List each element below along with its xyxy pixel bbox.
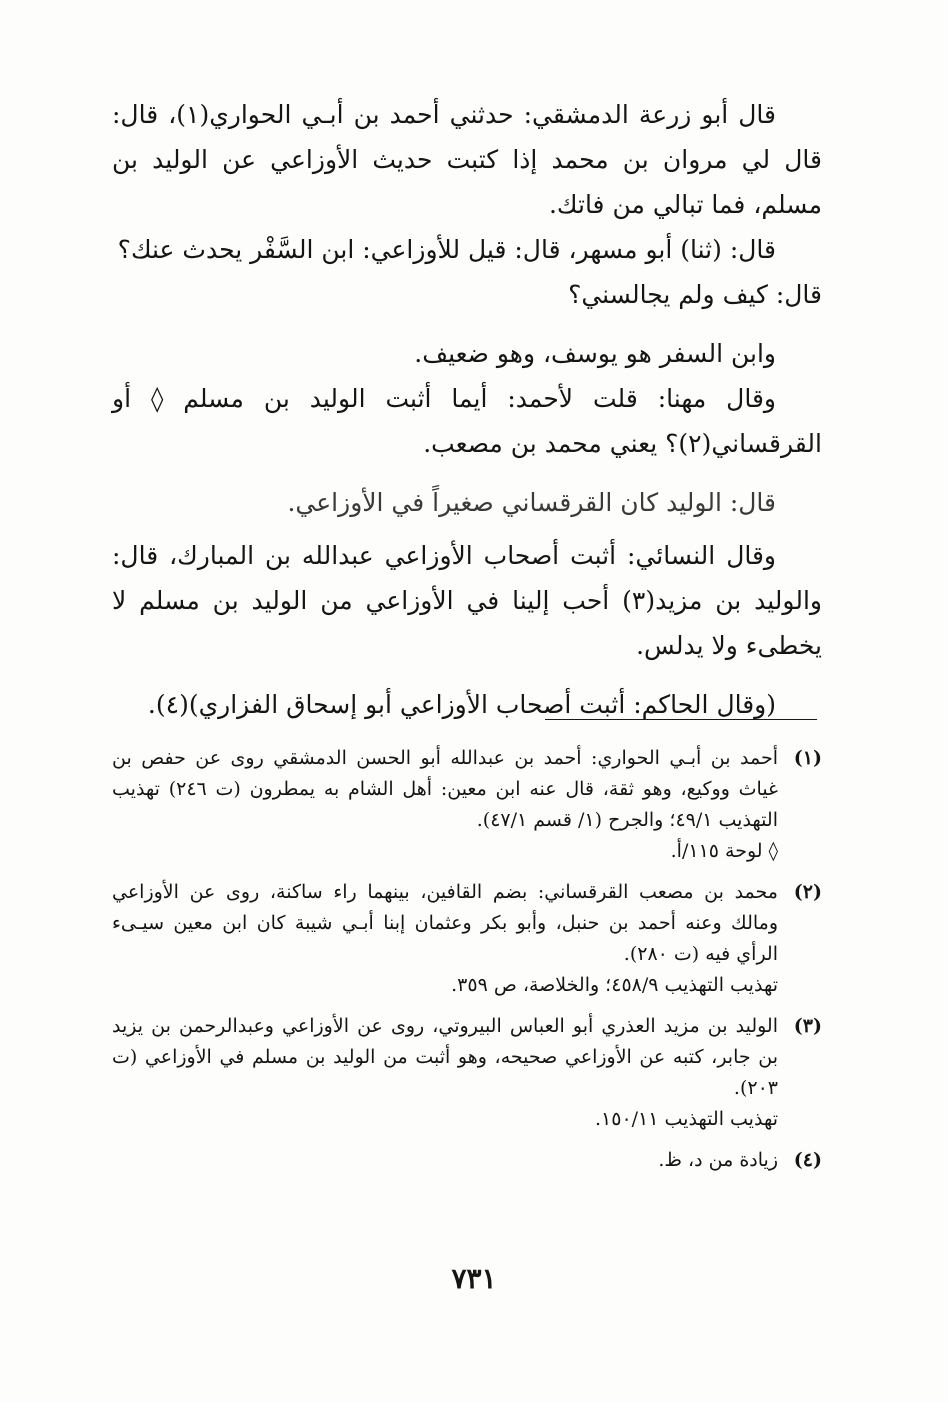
footnote-4 [112,1145,822,1176]
footnote-1 [112,743,822,867]
footnote-text: أحمد بن أبـي الحواري: أحمد بن عبدالله أبو الحسن الدمشقي روى عن حفص بن غياث ووكيع، وهو ثقة، قال عنه ابن معين: أهل الشام به يمطرون (ت ٢٤٦) تهذيب التهذيب ٤٩/١؛ والجرح (١/ قسم ٤٧/١). [112,747,778,831]
paragraph-reply: قال: كيف ولم يجالسني؟ [568,280,822,309]
paragraph-abu-mushir: قال: (ثنا) أبو مسهر، قال: قيل للأوزاعي: ابن السَّفْر يحدث عنك؟ [117,235,776,264]
paragraph-abu-zura: قال أبو زرعة الدمشقي: حدثني أحمد بن أبـي الحواري(١)، قال: قال لي مروان بن محمد إذا كتبت حديث الأوزاعي عن الوليد بن مسلم، فما تبالي من فاتك. [112,100,822,219]
footnote-2 [112,877,822,1001]
footnote-3 [112,1011,822,1135]
main-text [112,92,822,727]
paragraph-ibn-safr: وابن السفر هو يوسف، وهو ضعيف. [414,339,776,368]
footnote-text: تهذيب التهذيب ٤٥٨/٩؛ والخلاصة، ص ٣٥٩. [451,974,778,996]
paragraph-walid-answer: قال: الوليد كان القرقساني صغيراً في الأوزاعي. [287,488,776,517]
footnote-text: تهذيب التهذيب ١٥٠/١١. [594,1108,778,1130]
footnote-text: الوليد بن مزيد العذري أبو العباس البيروتي، روى عن الأوزاعي وعبدالرحمن بن يزيد بن جابر، كتبه عن الأوزاعي صحيحه، وهو أثبت من الوليد بن مسلم في الأوزاعي (ت ٢٠٣). [112,1015,778,1099]
footnote-number: (٢) [793,881,822,903]
footnote-number: (٤) [793,1149,822,1171]
paragraph-nasai: وقال النسائي: أثبت أصحاب الأوزاعي عبدالله بن المبارك، قال: والوليد بن مزيد(٣) أحب إلينا في الأوزاعي من الوليد بن مسلم لا يخطىء ولا يدلس. [112,541,822,660]
footnote-number: (١) [793,747,822,769]
footnote-text: محمد بن مصعب القرقساني: بضم القافين، بينهما راء ساكنة، روى عن الأوزاعي ومالك وعنه أحمد بن حنبل، وأبو بكر وعثمان إبنا أبـي شيبة كان ابن معين سيـىء الرأي فيه (ت ٢٨٠). [112,881,778,965]
paragraph-hakim: (وقال الحاكم: أثبت أصحاب الأوزاعي أبو إسحاق الفزاري)(٤). [147,690,776,719]
footnote-divider [545,719,817,720]
footnotes [112,743,822,1186]
page-number: ٧٣١ [451,1262,497,1295]
footnote-number: (٣) [793,1015,822,1037]
footnote-text: ◊ لوحة ١١٥/أ. [670,840,778,862]
paragraph-muhanna: وقال مهنا: قلت لأحمد: أيما أثبت الوليد بن مسلم ◊ أو القرقساني(٢)؟ يعني محمد بن مصعب. [112,384,822,458]
footnote-text: زيادة من د، ظ. [658,1149,778,1171]
